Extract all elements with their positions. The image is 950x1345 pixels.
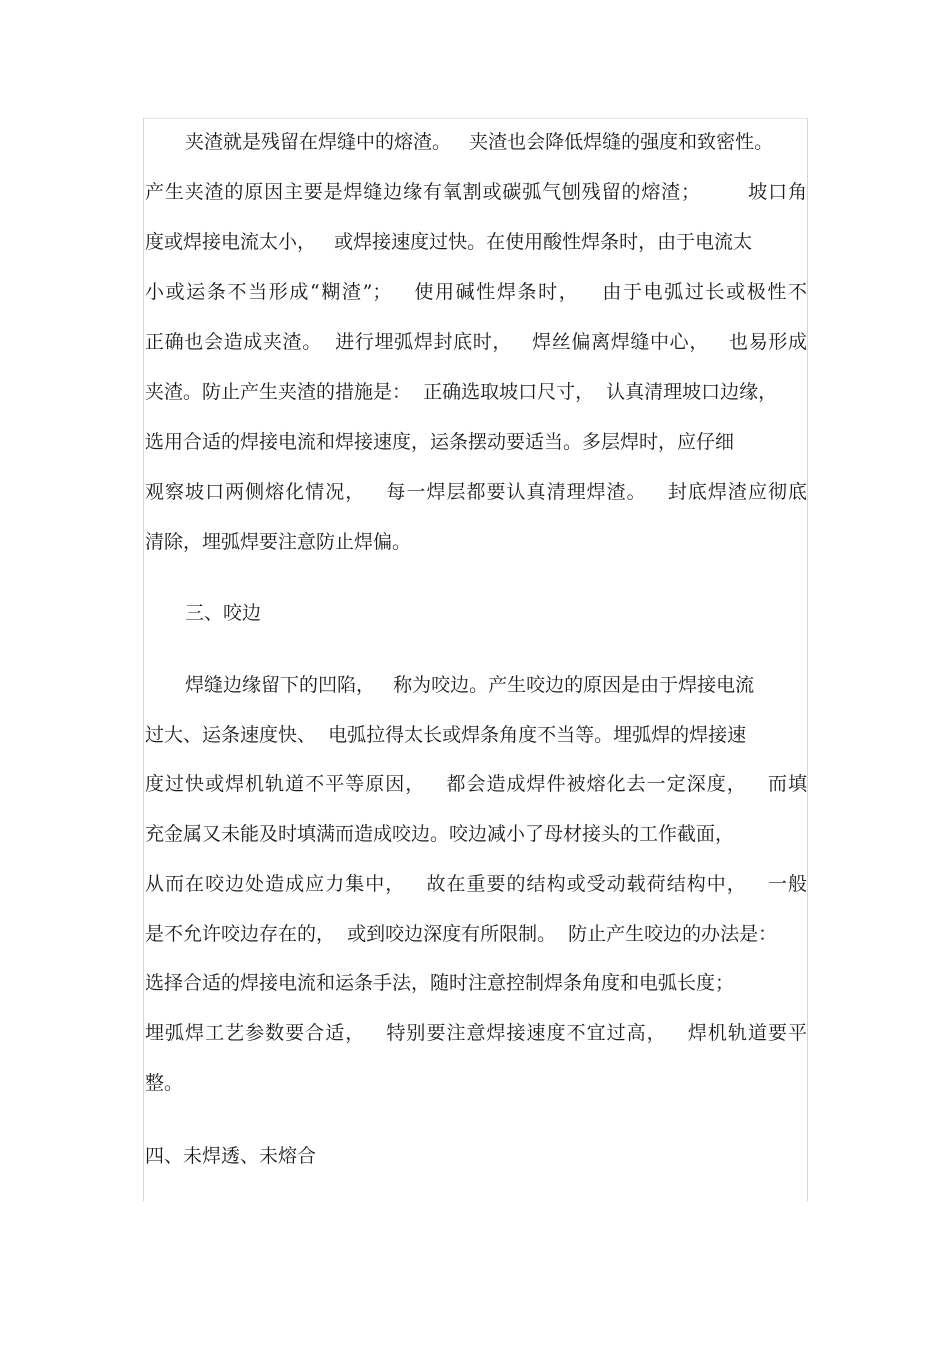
text-line: 充金属又未能及时填满而造成咬边。咬边减小了母材接头的工作截面， [145,823,735,845]
text-line: 夹渣。防止产生夹渣的措施是： 正确选取坡口尺寸， 认真清理坡口边缘， [145,381,778,403]
text-line: 清除，埋弧焊要注意防止焊偏。 [145,531,412,553]
text-line: 是不允许咬边存在的， 或到咬边深度有所限制。 防止产生咬边的办法是： [145,923,778,945]
text-line: 夹渣就是残留在焊缝中的熔渣。 夹渣也会降低焊缝的强度和致密性。 [185,131,774,153]
text-line: 度或焊接电流太小， 或焊接速度过快。在使用酸性焊条时，由于电流太 [145,231,753,253]
text-line: 埋弧焊工艺参数要合适， 特别要注意焊接速度不宜过高， 焊机轨道要平 [145,1022,807,1044]
text-line: 过大、运条速度快、 电弧拉得太长或焊条角度不当等。埋弧焊的焊接速 [145,724,747,746]
text-line: 整。 [145,1072,184,1094]
text-line: 从而在咬边处造成应力集中， 故在重要的结构或受动载荷结构中， 一般 [145,873,807,895]
text-line: 度过快或焊机轨道不平等原因， 都会造成焊件被熔化去一定深度， 而填 [145,773,807,795]
text-line: 产生夹渣的原因主要是焊缝边缘有氧割或碳弧气刨残留的熔渣； 坡口角 [145,181,807,203]
text-line: 小或运条不当形成“糊渣”； 使用碱性焊条时， 由于电弧过长或极性不 [145,281,807,303]
section-heading-lack-of-fusion: 四、未焊透、未熔合 [145,1145,317,1167]
text-line: 正确也会造成夹渣。 进行埋弧焊封底时， 焊丝偏离焊缝中心， 也易形成 [145,331,807,353]
section-heading-undercut: 三、咬边 [185,602,262,624]
text-line: 焊缝边缘留下的凹陷， 称为咬边。产生咬边的原因是由于焊接电流 [185,674,755,696]
text-line: 选择合适的焊接电流和运条手法，随时注意控制焊条角度和电弧长度； [145,972,735,994]
text-line: 观察坡口两侧熔化情况， 每一焊层都要认真清理焊渣。 封底焊渣应彻底 [145,481,807,503]
text-line: 选用合适的焊接电流和焊接速度，运条摆动要适当。多层焊时，应仔细 [145,431,735,453]
